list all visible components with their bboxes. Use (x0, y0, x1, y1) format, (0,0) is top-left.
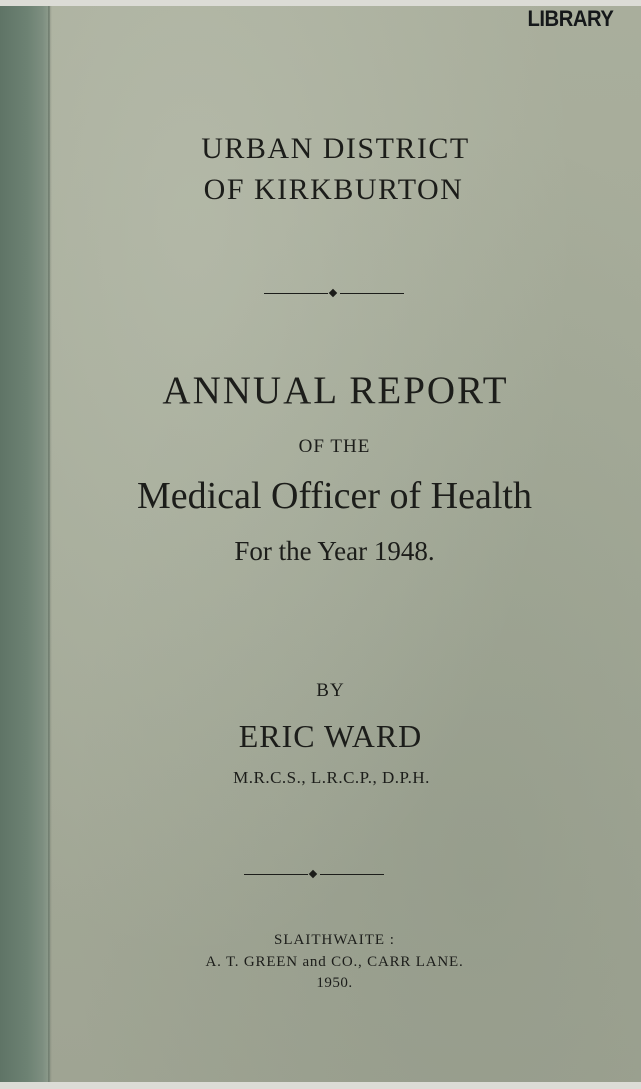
author-qualifications: M.R.C.S., L.R.C.P., D.P.H. (233, 768, 430, 787)
report-of-the: OF THE (298, 436, 371, 457)
rule-right (340, 293, 404, 294)
district-title-line-2: OF KIRKBURTON (203, 173, 464, 206)
report-heading: ANNUAL REPORT (162, 369, 509, 412)
report-year: For the Year 1948. (234, 536, 435, 566)
district-title-line-1: URBAN DISTRICT (201, 132, 470, 165)
author-name: ERIC WARD (238, 718, 423, 754)
publication-year: 1950. (316, 975, 353, 991)
scan-bottom-border (0, 1082, 641, 1089)
rule-left (244, 874, 308, 875)
library-stamp: LIBRARY (527, 6, 613, 31)
report-subject: Medical Officer of Health (137, 475, 532, 517)
rule-right (320, 874, 384, 875)
diamond-ornament-icon (329, 289, 337, 297)
ornamental-rule-bottom (244, 870, 384, 880)
rule-left (264, 293, 328, 294)
ornamental-rule-top (264, 289, 404, 299)
author-by: BY (316, 680, 345, 701)
publisher-printer: A. T. GREEN and CO., CARR LANE. (205, 954, 464, 970)
publisher-place: SLAITHWAITE : (274, 932, 395, 948)
diamond-ornament-icon (309, 870, 317, 878)
